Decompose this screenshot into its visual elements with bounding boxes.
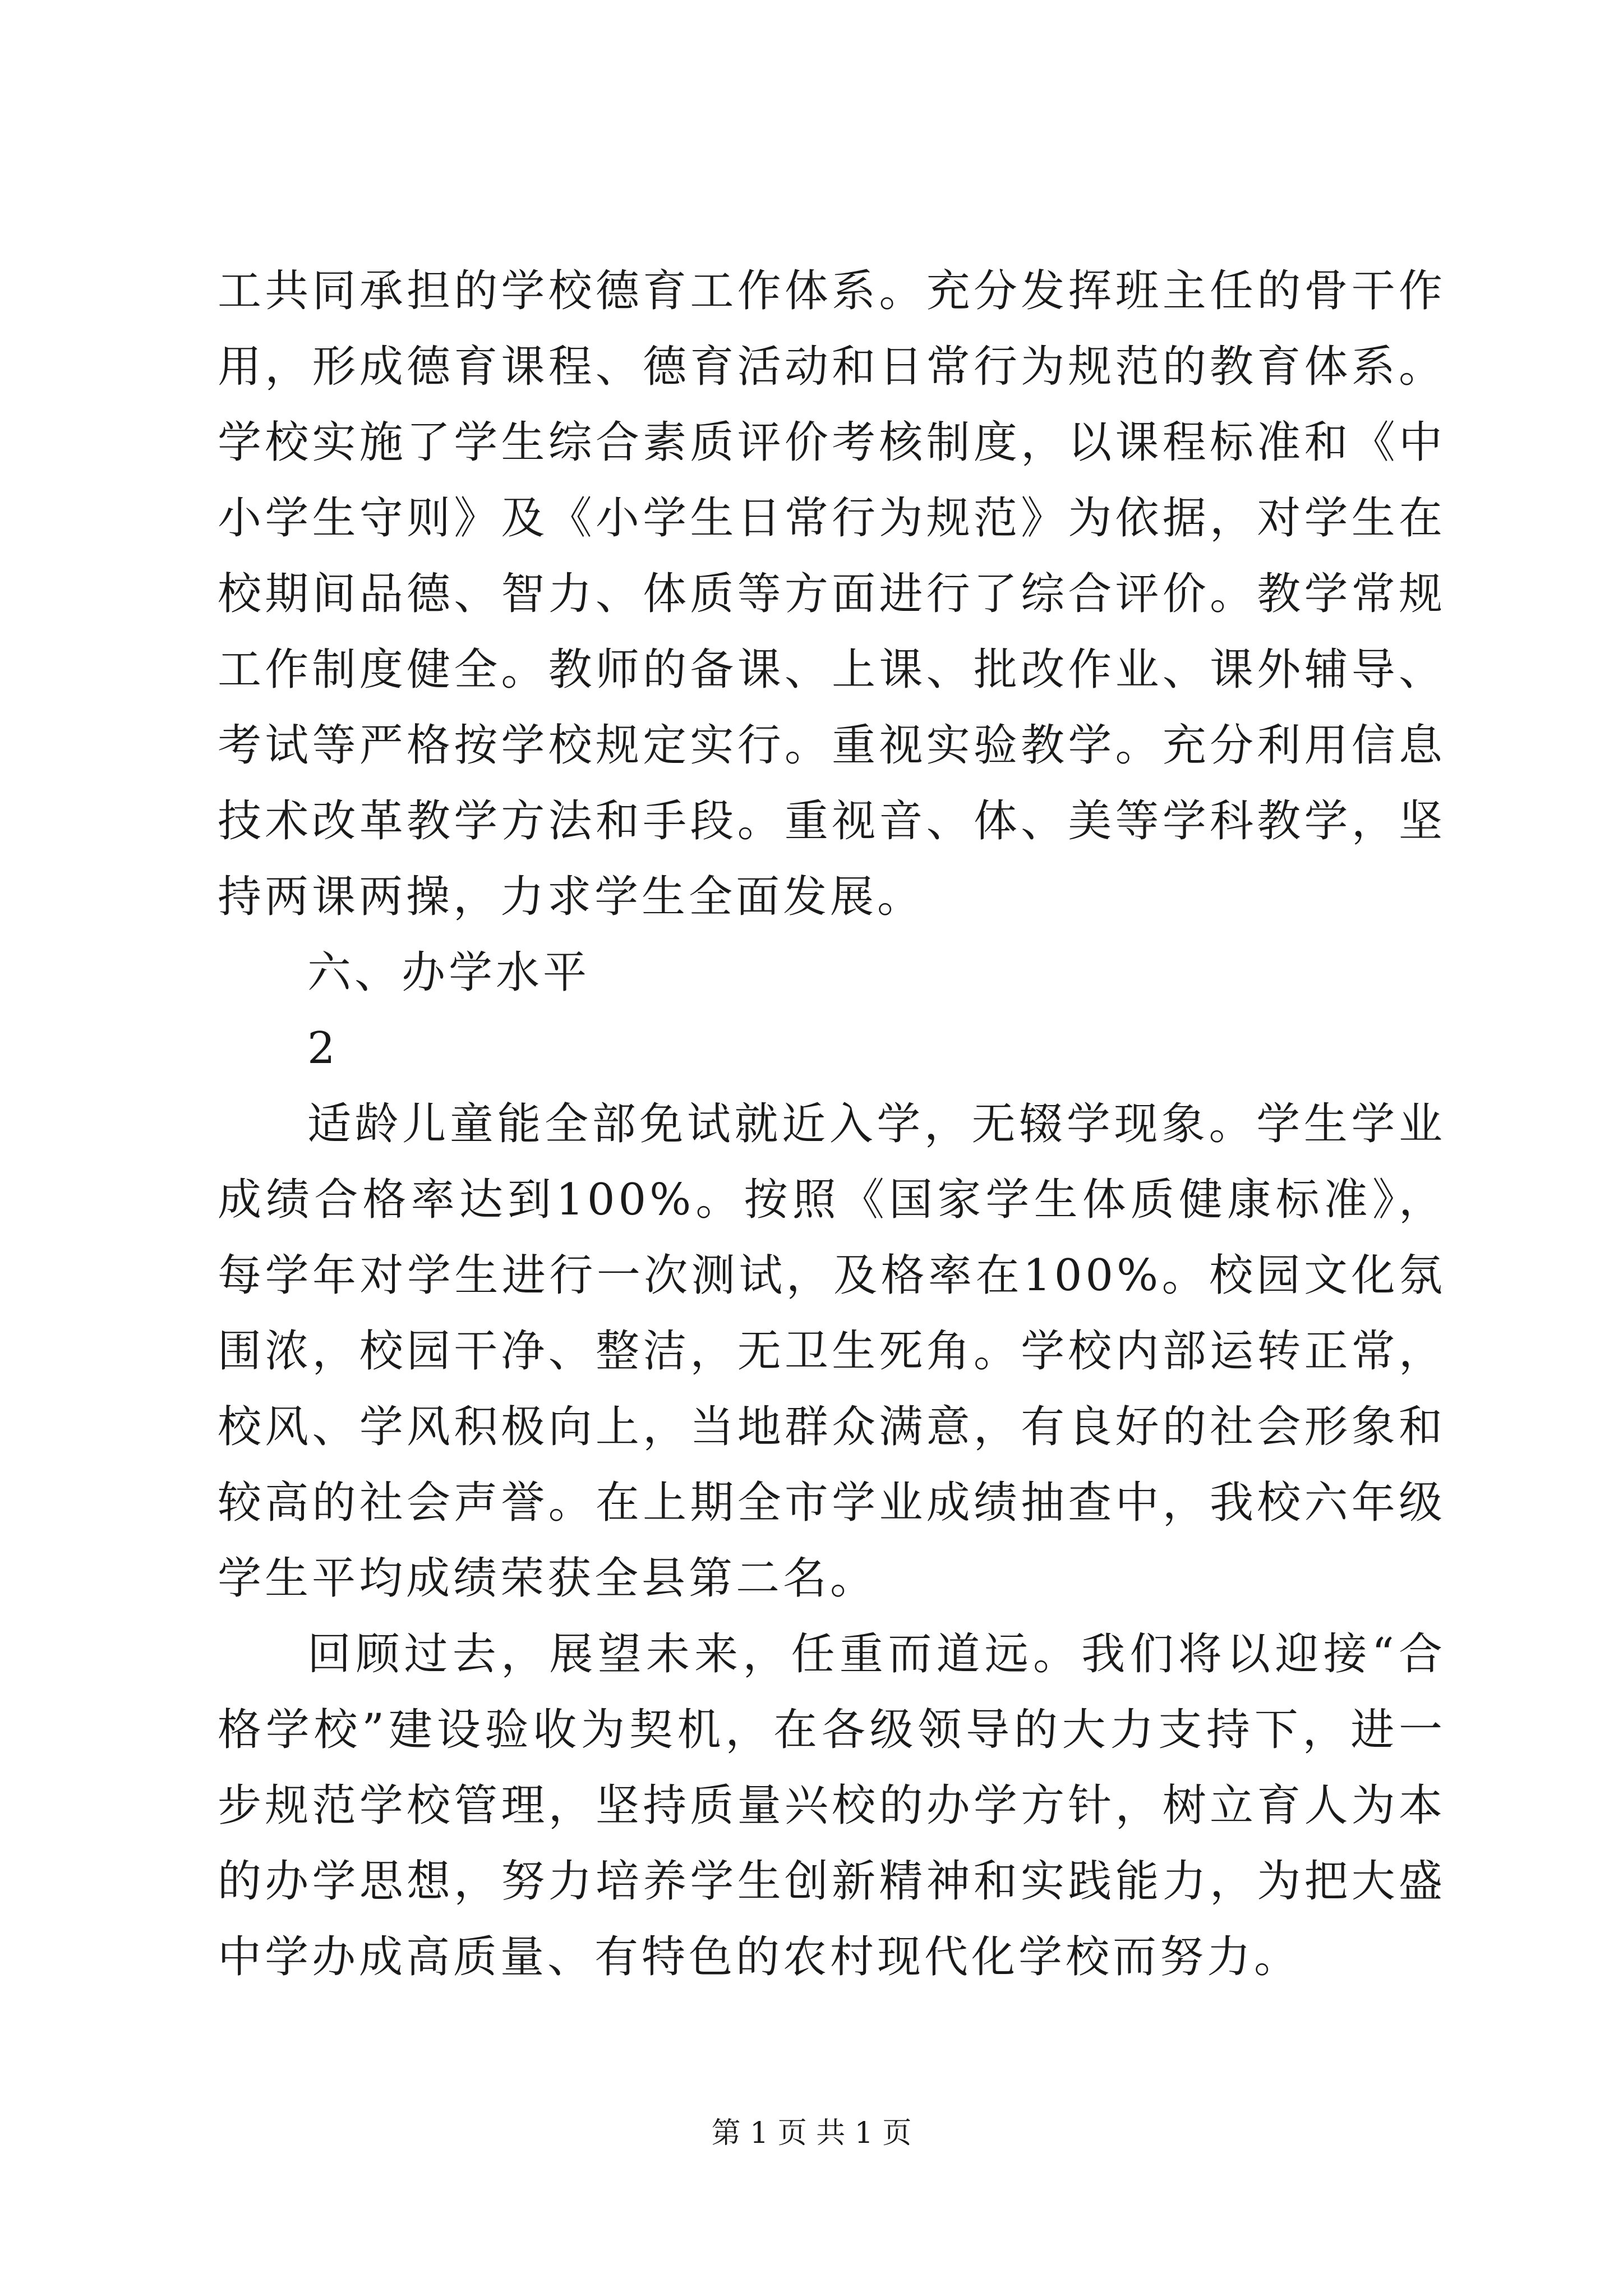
paragraph-school-level: 适龄儿童能全部免试就近入学，无辍学现象。学生学业成绩合格率达到100%。按照《国家学生体质健康标准》，每学年对学生进行一次测试，及格率在100%。校园文化氛围浓，校园干净、整洁，无卫生死角。学校内部运转正常，校风、学风积极向上，当地群众满意，有良好的社会形象和较高的社会声誉。在上期全市学业成绩抽查中，我校六年级学生平均成绩荣获全县第二名。 [218, 1099, 1446, 1604]
inline-number: 2 [307, 1023, 335, 1074]
paragraph-outlook: 回顾过去，展望未来，任重而道远。我们将以迎接“合格学校”建设验收为契机，在各级领导的大力支持下，进一步规范学校管理，坚持质量兴校的办学方针，树立育人为本的办学思想，努力培养学生创新精神和实践能力，为把大盛中学办成高质量、有特色的农村现代化学校而努力。 [218, 1629, 1446, 1982]
page-footer: 第 1 页 共 1 页 [711, 2116, 912, 2150]
paragraph-moral-education: 工共同承担的学校德育工作体系。充分发挥班主任的骨干作用，形成德育课程、德育活动和日常行为规范的教育体系。学校实施了学生综合素质评价考核制度，以课程标准和《中小学生守则》及《小学生日常行为规范》为依据，对学生在校期间品德、智力、体质等方面进行了综合评价。教学常规工作制度健全。教师的备课、上课、批改作业、课外辅导、考试等严格按学校规定实行。重视实验教学。充分利用信息技术改革教学方法和手段。重视音、体、美等学科教学，坚持两课两操，力求学生全面发展。 [218, 266, 1446, 922]
document-body [218, 254, 1446, 1995]
section-heading: 六、办学水平 [307, 947, 591, 998]
